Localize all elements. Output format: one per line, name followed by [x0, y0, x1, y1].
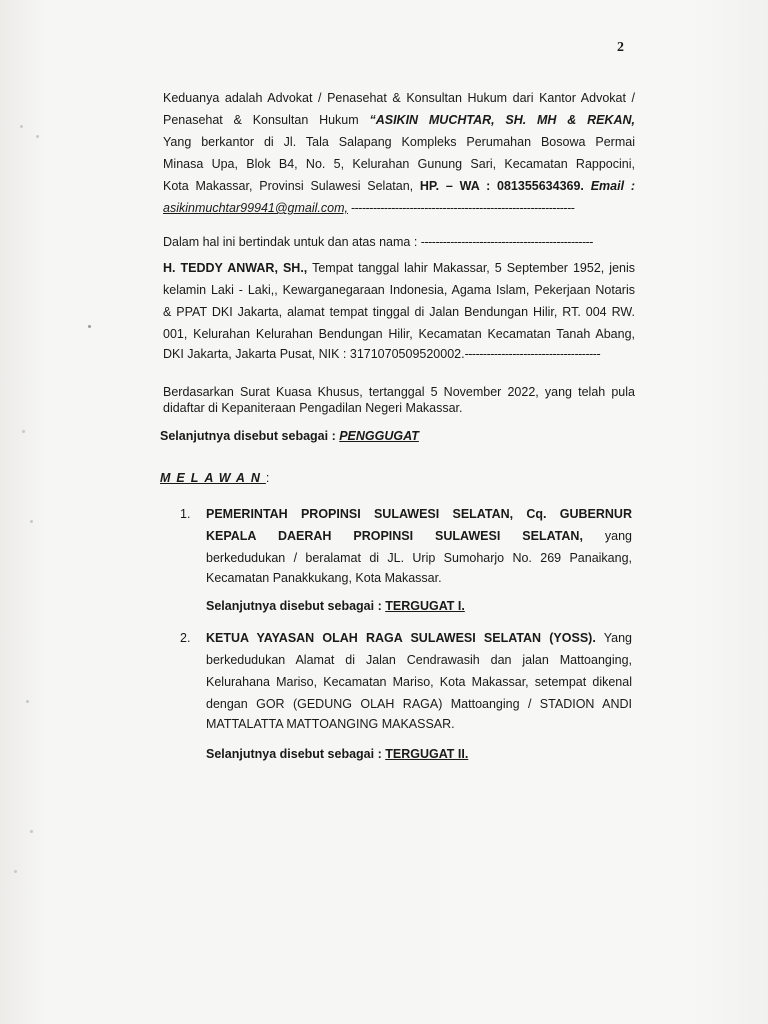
defendant-1-label: TERGUGAT I.	[385, 599, 465, 613]
filler-dashes: -------------------------------------------------------------	[348, 201, 575, 215]
designation-label: Selanjutnya disebut sebagai :	[206, 747, 386, 761]
advocate-line-2-text: Penasehat & Konsultan Hukum	[163, 113, 370, 127]
defendant-2-line-4: dengan GOR (GEDUNG OLAH RAGA) Mattoanging / STADION ANDI	[206, 697, 632, 711]
defendant-1-line-1: PEMERINTAH PROPINSI SULAWESI SELATAN, Cq. GUBERNUR	[206, 507, 632, 521]
filler-dashes: -----------------------------------------------	[420, 235, 593, 249]
client-line-5	[163, 346, 635, 362]
scan-speck	[22, 430, 25, 433]
advocate-line-5	[163, 178, 635, 194]
designation-label: Selanjutnya disebut sebagai :	[160, 429, 340, 443]
against-colon: :	[265, 471, 270, 485]
client-line-3: & PPAT DKI Jakarta, alamat tempat tinggal di Jalan Bendungan Hilir, RT. 004 RW.	[163, 305, 635, 319]
defendant-1-designation	[206, 598, 632, 614]
client-line-2: kelamin Laki - Laki,, Kewarganegaraan Indonesia, Agama Islam, Pekerjaan Notaris	[163, 283, 635, 297]
defendant-2-label: TERGUGAT II.	[385, 747, 469, 761]
defendant-2-line-2: berkedudukan Alamat di Jalan Cendrawasih dan jalan Mattoanging,	[206, 653, 632, 667]
defendant-2-line-1-text: Yang	[595, 631, 633, 645]
defendant-1-line-3: berkedudukan / beralamat di JL. Urip Sumoharjo No. 269 Panaikang,	[206, 551, 632, 565]
defendant-1-name-cont: KEPALA DAERAH PROPINSI SULAWESI SELATAN,	[206, 529, 583, 543]
scan-speck	[14, 870, 17, 873]
defendant-2-number: 2.	[180, 631, 191, 645]
advocate-line-2	[163, 112, 635, 128]
phone-number: HP. – WA : 081355634369.	[419, 179, 584, 193]
advocate-address-text: Kota Makassar, Provinsi Sulawesi Selatan,	[163, 179, 420, 193]
email-label: Email :	[583, 179, 635, 193]
defendant-1-number: 1.	[180, 507, 191, 521]
email-address: asikinmuchtar99941@gmail.com,	[163, 201, 348, 215]
client-line-1-text: Tempat tanggal lahir Makassar, 5 September 1952, jenis	[307, 261, 635, 275]
against-heading	[160, 470, 632, 486]
client-line-1	[163, 260, 635, 276]
law-firm-name: “ASIKIN MUCHTAR, SH. MH & REKAN,	[369, 113, 635, 127]
against-label: MELAWAN	[160, 471, 266, 485]
advocate-line-3: Yang berkantor di Jl. Tala Salapang Kompleks Perumahan Bosowa Permai	[163, 135, 635, 149]
filler-dashes: -------------------------------------	[464, 347, 601, 361]
acting-on-behalf-line	[163, 234, 635, 250]
power-of-attorney-line-2: didaftar di Kepaniteraan Pengadilan Negeri Makassar.	[163, 401, 463, 415]
plaintiff-label: PENGGUGAT	[339, 429, 419, 443]
defendant-2-line-1	[206, 630, 632, 646]
scan-speck	[20, 125, 23, 128]
scan-speck	[30, 830, 33, 833]
defendant-1-line-4: Kecamatan Panakkukang, Kota Makassar.	[206, 571, 442, 585]
scan-speck	[30, 520, 33, 523]
advocate-line-6	[163, 200, 635, 216]
page-number: 2	[617, 40, 624, 55]
power-of-attorney-line-1: Berdasarkan Surat Kuasa Khusus, tertanggal 5 November 2022, yang telah pula	[163, 385, 635, 399]
scan-speck	[36, 135, 39, 138]
acting-on-behalf-text: Dalam hal ini bertindak untuk dan atas nama :	[163, 235, 421, 249]
scan-speck	[26, 700, 29, 703]
scan-speck	[88, 325, 91, 328]
advocate-line-4: Minasa Upa, Blok B4, No. 5, Kelurahan Gunung Sari, Kecamatan Rappocini,	[163, 157, 635, 171]
client-line-4: 001, Kelurahan Kelurahan Bendungan Hilir, Kecamatan Kecamatan Tanah Abang,	[163, 327, 635, 341]
client-name: H. TEDDY ANWAR, SH.,	[163, 261, 308, 275]
defendant-2-designation	[206, 746, 632, 762]
plaintiff-designation	[160, 428, 632, 444]
defendant-2-line-5: MATTALATTA MATTOANGING MAKASSAR.	[206, 717, 455, 731]
defendant-2-name: KETUA YAYASAN OLAH RAGA SULAWESI SELATAN (YOSS).	[206, 631, 596, 645]
defendant-1-line-2	[206, 528, 632, 544]
client-nik: DKI Jakarta, Jakarta Pusat, NIK : 3171070509520002.	[163, 347, 465, 361]
designation-label: Selanjutnya disebut sebagai :	[206, 599, 386, 613]
defendant-1-line-2-text: yang	[582, 529, 632, 543]
defendant-2-line-3: Kelurahana Mariso, Kecamatan Mariso, Kota Makassar, setempat dikenal	[206, 675, 632, 689]
advocate-line-1: Keduanya adalah Advokat / Penasehat & Konsultan Hukum dari Kantor Advokat /	[163, 91, 635, 105]
